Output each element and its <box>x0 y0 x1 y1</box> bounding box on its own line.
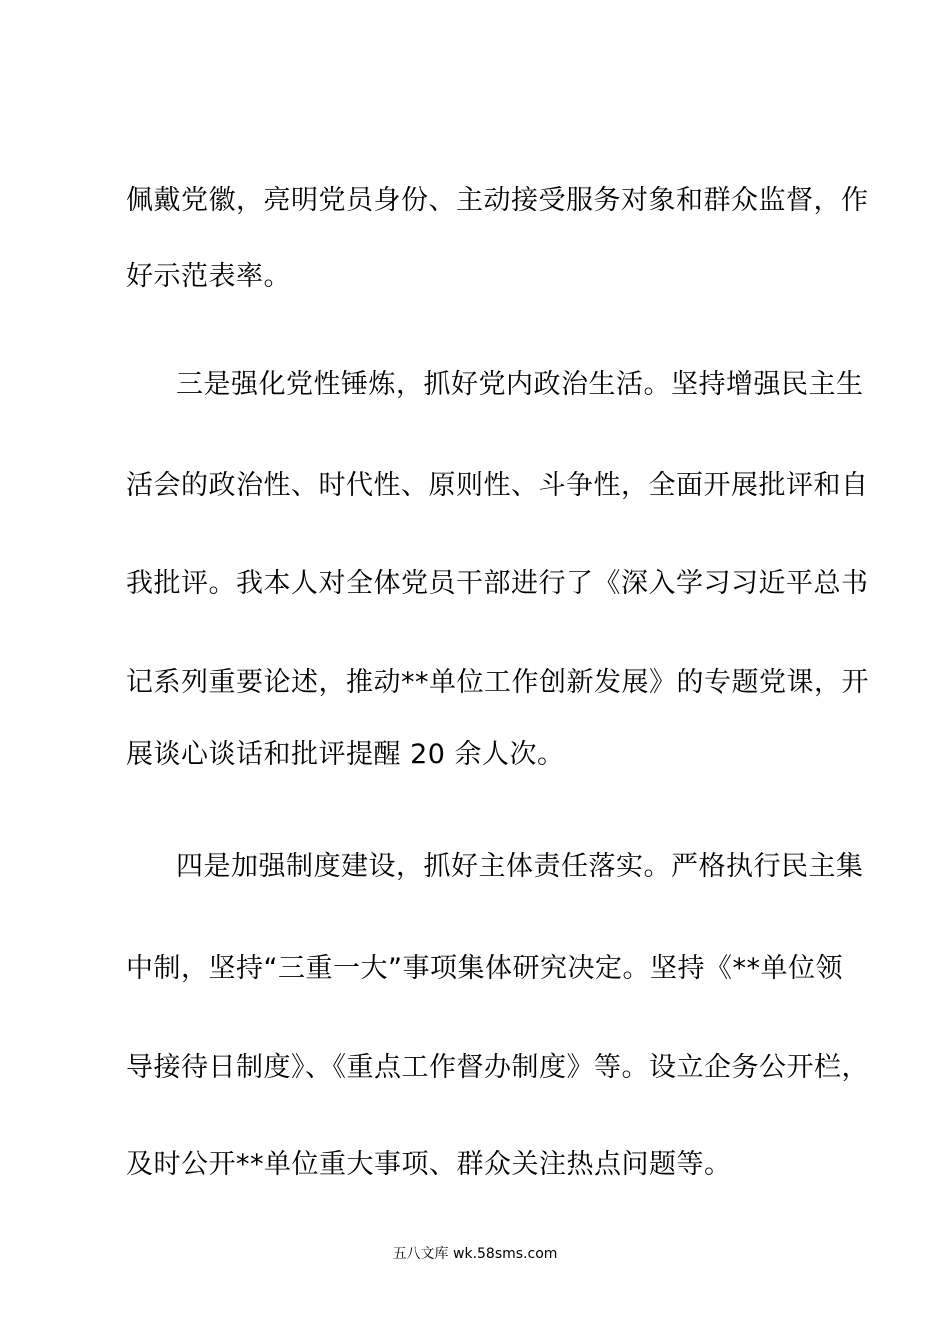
paragraph-line: 展谈心谈话和批评提醒 20 余人次。 <box>126 739 565 770</box>
footer-watermark: 五八文库 wk.58sms.com <box>392 1246 558 1262</box>
paragraph-line: 及时公开**单位重大事项、群众关注热点问题等。 <box>126 1149 732 1180</box>
paragraph-line: 三是强化党性锤炼，抓好党内政治生活。坚持增强民主生 <box>176 369 864 400</box>
paragraph-line: 四是加强制度建设，抓好主体责任落实。严格执行民主集 <box>176 851 864 882</box>
paragraph-line: 记系列重要论述，推动**单位工作创新发展》的专题党课，开 <box>126 667 869 698</box>
paragraph-line: 导接待日制度》、《重点工作督办制度》等。设立企务公开栏， <box>126 1052 869 1083</box>
paragraph-line: 好示范表率。 <box>126 261 291 292</box>
paragraph-line: 中制，坚持“三重一大”事项集体研究决定。坚持《**单位领 <box>126 953 843 984</box>
paragraph-line: 活会的政治性、时代性、原则性、斗争性，全面开展批评和自 <box>126 470 869 501</box>
paragraph-line: 我批评。我本人对全体党员干部进行了《深入学习习近平总书 <box>126 568 869 599</box>
paragraph-line: 佩戴党徽，亮明党员身份、主动接受服务对象和群众监督，作 <box>126 185 869 216</box>
